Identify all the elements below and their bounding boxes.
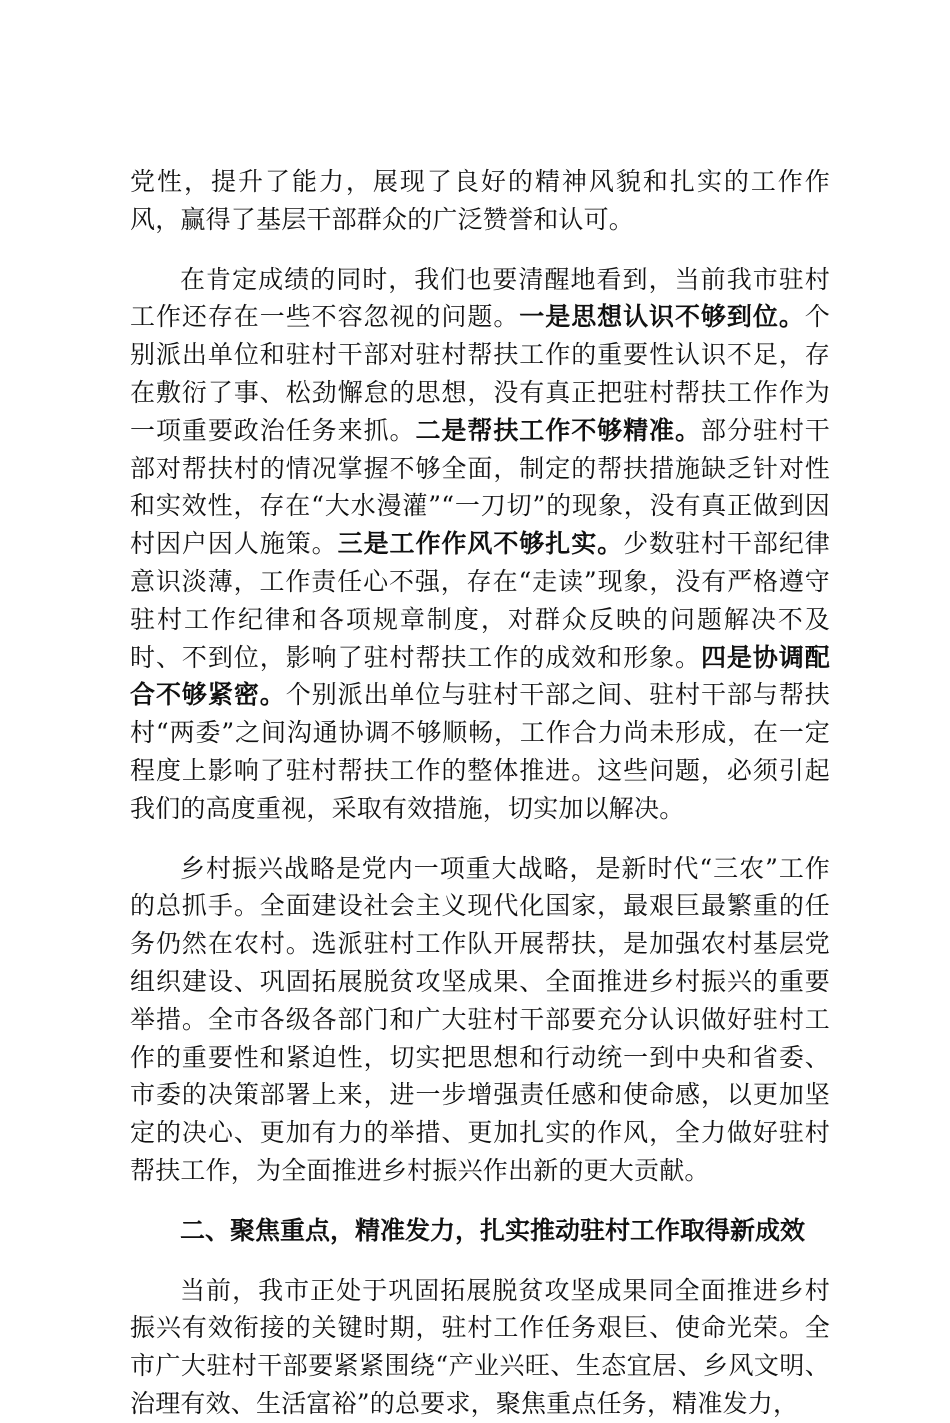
paragraph-1 [130,163,830,239]
paragraph-1-text: 党性，提升了能力，展现了良好的精神风貌和扎实的工作作风，赢得了基层干部群众的广泛赞誉和认可。 [130,167,830,234]
paragraph-3-strategy [130,850,830,1190]
problem-1-text: 个别派出单位和驻村干部对驻村帮扶工作的重要性认识不足，存在敷衍了事、松劲懈怠的思想，没有真正把驻村帮扶工作作为一项重要政治任务来抓。 [130,302,830,445]
problem-2-text: 部分驻村干部对帮扶村的情况掌握不够全面，制定的帮扶措施缺乏针对性和实效性，存在“大水漫灌”“一刀切”的现象，没有真正做到因村因户因人施策。 [130,415,830,559]
paragraph-4-closing [130,1272,830,1423]
document-page [130,163,830,1423]
section-heading: 二、聚焦重点，精准发力，扎实推动驻村工作取得新成效 [180,1215,806,1245]
problem-3-text: 少数驻村干部纪律意识淡薄，工作责任心不强，存在“走读”现象，没有严格遵守驻村工作纪律和各项规章制度，对群众反映的问题解决不及时、不到位，影响了驻村帮扶工作的成效和形象。 [130,529,830,672]
problem-1-title: 一是思想认识不够到位。 [519,302,805,332]
paragraph-3-text: 乡村振兴战略是党内一项重大战略，是新时代“三农”工作的总抓手。全面建设社会主义现代化国家，最艰巨最繁重的任务仍然在农村。选派驻村工作队开展帮扶，是加强农村基层党组织建设、巩固拓展脱贫攻坚成果、全面推进乡村振兴的重要举措。全市各级各部门和广大驻村干部要充分认识做好驻村工作的重要性和紧迫性，切实把思想和行动统一到中央和省委、市委的决策部署上来，进一步增强责任感和使命感，以更加坚定的决心、更加有力的举措、更加扎实的作风，全力做好驻村帮扶工作，为全面推进乡村振兴作出新的更大贡献。 [130,853,830,1185]
problem-4-title: 四是协调配合不够紧密。 [130,642,830,710]
paragraph-4-text: 当前，我市正处于巩固拓展脱贫攻坚成果同全面推进乡村振兴有效衔接的关键时期，驻村工作任务艰巨、使命光荣。全市广大驻村干部要紧紧围绕“产业兴旺、生态宜居、乡风文明、治理有效、生活富裕”的总要求，聚焦重点任务，精准发力， [130,1275,830,1418]
paragraph-2-intro: 在肯定成绩的同时，我们也要清醒地看到，当前我市驻村工作还存在一些不容忽视的问题。 [130,264,830,332]
problem-3-title: 三是工作作风不够扎实。 [337,529,624,559]
problem-4-text: 个别派出单位与驻村干部之间、驻村干部与帮扶村“两委”之间沟通协调不够顺畅，工作合力尚未形成，在一定程度上影响了驻村帮扶工作的整体推进。这些问题，必须引起我们的高度重视，采取有效措施，切实加以解决。 [130,680,831,823]
paragraph-2-problems [130,261,830,828]
problem-2-title: 二是帮扶工作不够精准。 [415,415,701,445]
